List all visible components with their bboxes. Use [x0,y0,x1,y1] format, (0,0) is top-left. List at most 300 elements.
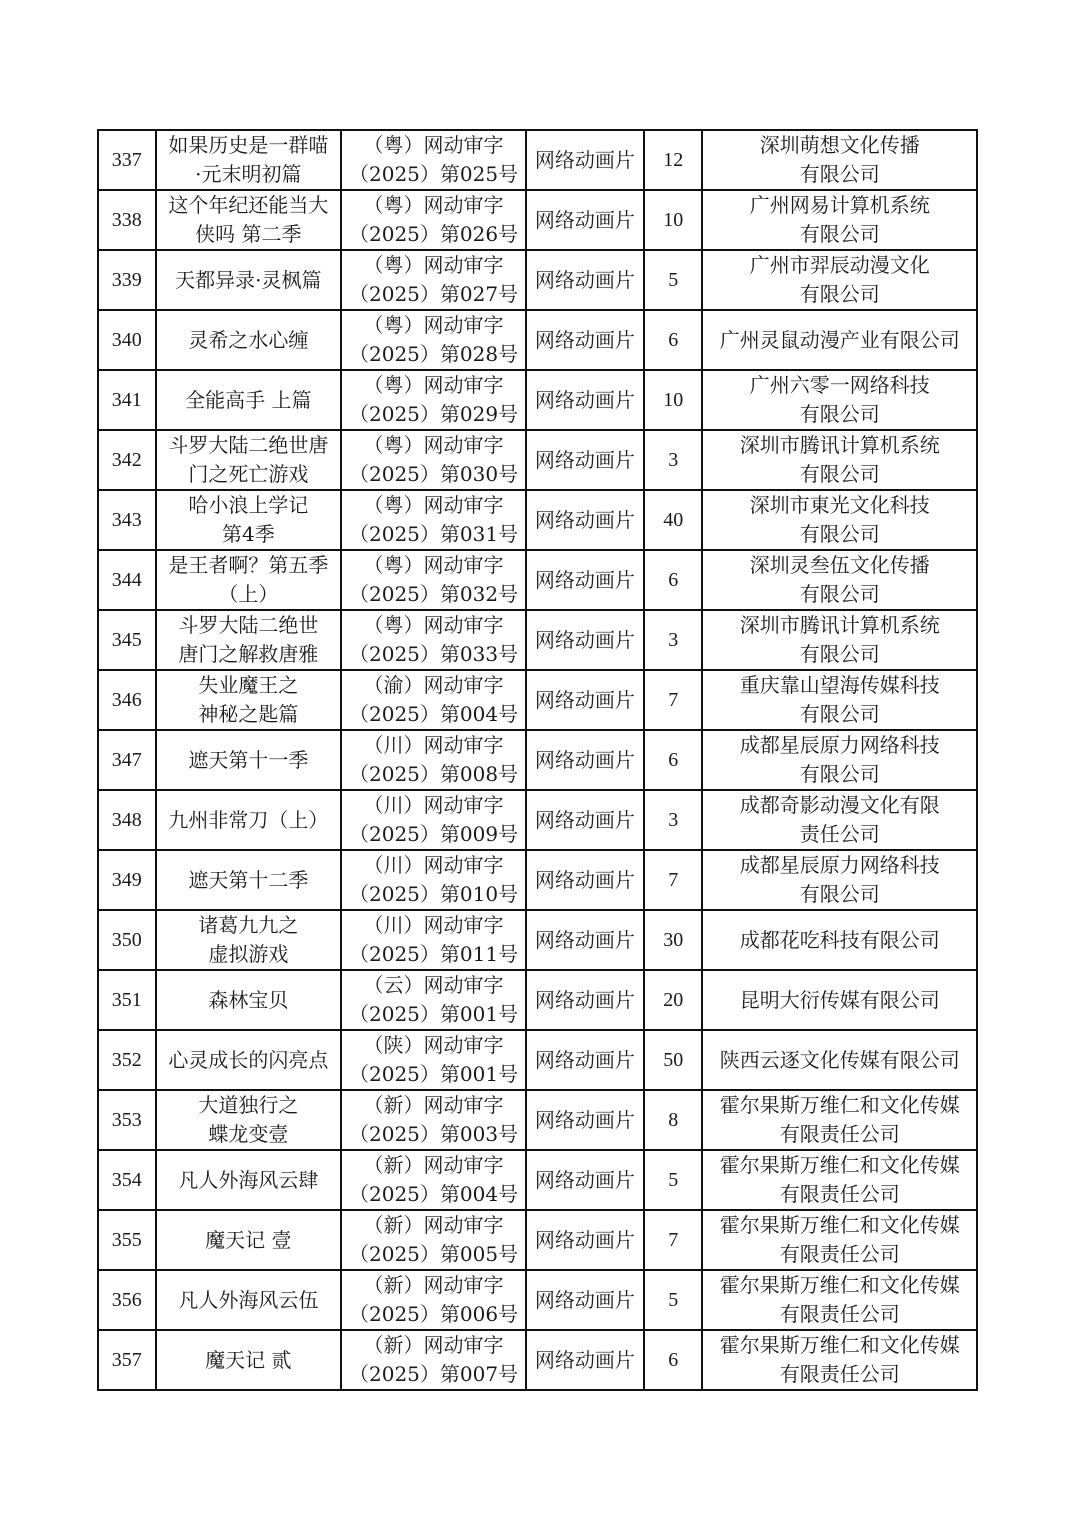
cell-org-line: 有限公司 [799,582,880,606]
cell-org [702,670,977,730]
cell-title [156,1150,342,1210]
cell-title [156,1330,342,1390]
cell-license-line: （川）网动审字 [363,733,504,757]
cell-license-line: （2025）第003号 [349,1122,519,1146]
cell-number [98,1270,156,1330]
cell-episodes [644,550,703,610]
cell-no-text: 351 [111,988,142,1011]
cell-license-line: （陕）网动审字 [363,1033,504,1057]
cell-org [702,1330,977,1390]
table-row [98,610,977,670]
cell-license-line: （2025）第033号 [349,642,519,666]
cell-number [98,190,156,250]
cell-license-line: （2025）第007号 [349,1362,519,1386]
cell-episodes [644,850,703,910]
cell-no-text: 345 [111,628,142,651]
cell-number [98,1210,156,1270]
cell-no-text: 355 [111,1228,142,1251]
cell-type [526,1270,644,1330]
cell-title-line: 哈小浪上学记 [188,493,309,517]
cell-org [702,1030,977,1090]
cell-title [156,550,342,610]
cell-type-text: 网络动画片 [534,807,635,832]
cell-number [98,370,156,430]
cell-type [526,1030,644,1090]
cell-org-line: 昆明大衍传媒有限公司 [739,987,940,1012]
cell-title-line: ·元末明初篇 [195,162,302,186]
cell-license [341,190,526,250]
cell-type-text: 网络动画片 [534,267,635,292]
cell-title [156,850,342,910]
cell-episodes [644,1030,703,1090]
cell-org [702,490,977,550]
cell-episodes [644,610,703,670]
cell-title [156,490,342,550]
cell-type-text: 网络动画片 [534,1347,635,1372]
cell-type [526,1150,644,1210]
cell-license-line: （2025）第004号 [349,1182,519,1206]
cell-org [702,850,977,910]
cell-title-line: 失业魔王之 [198,673,299,697]
cell-type [526,610,644,670]
cell-license-line: （川）网动审字 [363,793,504,817]
cell-license-line: （粤）网动审字 [363,193,504,217]
cell-title [156,250,342,310]
cell-license-line: （新）网动审字 [363,1213,504,1237]
cell-license-line: （2025）第009号 [349,822,519,846]
cell-number [98,790,156,850]
cell-org-line: 霍尔果斯万维仁和文化传媒 [719,1273,960,1297]
cell-no-text: 344 [111,568,142,591]
cell-number [98,910,156,970]
cell-org-line: 有限责任公司 [779,1242,900,1266]
cell-episodes-text: 10 [663,208,684,231]
cell-title-line: 蝶龙变壹 [208,1122,289,1146]
cell-license-line: （粤）网动审字 [363,613,504,637]
cell-org-line: 有限责任公司 [779,1182,900,1206]
table-row [98,430,977,490]
cell-license [341,610,526,670]
cell-org-line: 霍尔果斯万维仁和文化传媒 [719,1153,960,1177]
cell-no-text: 352 [111,1048,142,1071]
cell-episodes-text: 6 [668,568,679,591]
cell-no-text: 349 [111,868,142,891]
cell-title [156,670,342,730]
cell-org-line: 霍尔果斯万维仁和文化传媒 [719,1333,960,1357]
cell-title [156,190,342,250]
cell-type-text: 网络动画片 [534,207,635,232]
cell-number [98,1090,156,1150]
cell-type-text: 网络动画片 [534,1047,635,1072]
cell-type [526,370,644,430]
cell-title-line: 遮天第十二季 [188,867,309,892]
cell-number [98,550,156,610]
cell-org-line: 陕西云逐文化传媒有限公司 [719,1047,960,1072]
cell-episodes-text: 8 [668,1108,679,1131]
cell-no-text: 354 [111,1168,142,1191]
table-row [98,850,977,910]
cell-license-line: （粤）网动审字 [363,433,504,457]
cell-org [702,970,977,1030]
cell-title-line: 灵希之水心缠 [188,327,309,352]
table-row [98,1210,977,1270]
cell-episodes-text: 7 [668,1228,679,1251]
cell-no-text: 341 [111,388,142,411]
cell-type-text: 网络动画片 [534,387,635,412]
cell-license [341,850,526,910]
cell-type [526,550,644,610]
cell-license [341,430,526,490]
cell-org [702,910,977,970]
cell-title [156,1090,342,1150]
cell-license [341,310,526,370]
cell-number [98,130,156,190]
table-body [98,130,977,1390]
cell-license [341,1090,526,1150]
cell-no-text: 357 [111,1348,142,1371]
cell-license-line: （渝）网动审字 [363,673,504,697]
cell-license-line: （粤）网动审字 [363,553,504,577]
table-row [98,1150,977,1210]
cell-episodes [644,310,703,370]
cell-type-text: 网络动画片 [534,747,635,772]
cell-episodes-text: 10 [663,388,684,411]
cell-license-line: （2025）第032号 [349,582,519,606]
cell-license-line: （2025）第028号 [349,342,519,366]
cell-episodes [644,190,703,250]
cell-no-text: 339 [111,268,142,291]
cell-org [702,1150,977,1210]
cell-title-line: 魔天记 壹 [205,1227,292,1252]
cell-episodes-text: 50 [663,1048,684,1071]
cell-org-line: 有限公司 [799,882,880,906]
cell-license-line: （粤）网动审字 [363,493,504,517]
cell-license [341,250,526,310]
cell-org [702,610,977,670]
cell-type [526,490,644,550]
cell-org [702,1210,977,1270]
cell-title [156,1030,342,1090]
cell-org-line: 霍尔果斯万维仁和文化传媒 [719,1093,960,1117]
table-row [98,730,977,790]
table-row [98,190,977,250]
cell-org-line: 有限责任公司 [779,1302,900,1326]
cell-number [98,310,156,370]
cell-license-line: （粤）网动审字 [363,373,504,397]
cell-no-text: 356 [111,1288,142,1311]
cell-title-line: 凡人外海风云伍 [178,1287,319,1312]
cell-episodes-text: 6 [668,328,679,351]
cell-license-line: （粤）网动审字 [363,253,504,277]
cell-org [702,790,977,850]
cell-org [702,250,977,310]
cell-org-line: 有限责任公司 [779,1362,900,1386]
cell-title-line: 是王者啊？第五季 [168,553,329,577]
cell-license-line: （2025）第004号 [349,702,519,726]
cell-license [341,130,526,190]
cell-title [156,910,342,970]
cell-no-text: 338 [111,208,142,231]
cell-title-line: 门之死亡游戏 [188,462,309,486]
cell-type-text: 网络动画片 [534,987,635,1012]
cell-title-line: 斗罗大陆二绝世唐 [168,433,329,457]
cell-license [341,490,526,550]
cell-type-text: 网络动画片 [534,147,635,172]
cell-episodes [644,790,703,850]
table-row [98,1330,977,1390]
cell-type-text: 网络动画片 [534,567,635,592]
cell-type-text: 网络动画片 [534,1227,635,1252]
cell-org-line: 有限公司 [799,282,880,306]
cell-org-line: 成都花吃科技有限公司 [739,927,940,952]
cell-license [341,550,526,610]
cell-no-text: 350 [111,928,142,951]
cell-episodes-text: 5 [668,268,679,291]
cell-type-text: 网络动画片 [534,867,635,892]
cell-license [341,910,526,970]
cell-title [156,730,342,790]
table-row [98,490,977,550]
cell-org-line: 有限公司 [799,162,880,186]
cell-title [156,610,342,670]
cell-org-line: 有限公司 [799,462,880,486]
table-row [98,670,977,730]
cell-org-line: 广州市羿辰动漫文化 [749,253,930,277]
cell-org [702,370,977,430]
cell-number [98,850,156,910]
cell-license [341,1210,526,1270]
cell-license-line: （川）网动审字 [363,913,504,937]
cell-episodes [644,130,703,190]
cell-type [526,670,644,730]
cell-episodes-text: 6 [668,748,679,771]
table-row [98,130,977,190]
cell-type-text: 网络动画片 [534,1167,635,1192]
cell-number [98,490,156,550]
cell-title-line: （上） [218,582,279,606]
cell-org [702,130,977,190]
cell-license-line: （2025）第010号 [349,882,519,906]
cell-episodes [644,1150,703,1210]
cell-org-line: 责任公司 [799,822,880,846]
cell-license [341,790,526,850]
cell-episodes-text: 7 [668,688,679,711]
cell-license [341,1330,526,1390]
cell-org-line: 有限公司 [799,522,880,546]
cell-license-line: （2025）第029号 [349,402,519,426]
cell-no-text: 346 [111,688,142,711]
cell-title-line: 如果历史是一群喵 [168,133,329,157]
cell-episodes [644,1270,703,1330]
cell-license-line: （新）网动审字 [363,1153,504,1177]
cell-number [98,430,156,490]
cell-title [156,310,342,370]
cell-episodes-text: 7 [668,868,679,891]
cell-title-line: 全能高手 上篇 [185,387,312,412]
cell-title-line: 斗罗大陆二绝世 [178,613,319,637]
cell-title-line: 心灵成长的闪亮点 [168,1047,329,1072]
cell-license-line: （2025）第006号 [349,1302,519,1326]
cell-no-text: 353 [111,1108,142,1131]
cell-org-line: 深圳灵叁伍文化传播 [749,553,930,577]
cell-org-line: 霍尔果斯万维仁和文化传媒 [719,1213,960,1237]
table-row [98,370,977,430]
cell-type-text: 网络动画片 [534,687,635,712]
cell-no-text: 337 [111,148,142,171]
cell-type [526,790,644,850]
cell-episodes-text: 5 [668,1288,679,1311]
cell-no-text: 343 [111,508,142,531]
cell-episodes [644,910,703,970]
cell-license-line: （川）网动审字 [363,853,504,877]
cell-episodes [644,670,703,730]
cell-org-line: 有限公司 [799,402,880,426]
cell-type [526,430,644,490]
cell-license [341,1150,526,1210]
cell-title-line: 魔天记 贰 [205,1347,292,1372]
cell-title-line: 诸葛九九之 [198,913,299,937]
cell-org [702,1090,977,1150]
cell-org-line: 成都星辰原力网络科技 [739,733,940,757]
table-row [98,1090,977,1150]
cell-org-line: 广州灵鼠动漫产业有限公司 [719,327,960,352]
cell-episodes-text: 3 [668,628,679,651]
cell-org [702,430,977,490]
cell-type [526,730,644,790]
cell-title-line: 天都异录·灵枫篇 [175,267,322,292]
cell-title-line: 九州非常刀（上） [168,807,329,832]
table-row [98,970,977,1030]
cell-license-line: （云）网动审字 [363,973,504,997]
cell-title-line: 遮天第十一季 [188,747,309,772]
cell-episodes [644,370,703,430]
cell-org-line: 广州网易计算机系统 [749,193,930,217]
cell-type [526,250,644,310]
cell-number [98,610,156,670]
cell-no-text: 342 [111,448,142,471]
cell-license-line: （2025）第027号 [349,282,519,306]
cell-number [98,1030,156,1090]
cell-no-text: 348 [111,808,142,831]
cell-org-line: 成都星辰原力网络科技 [739,853,940,877]
cell-number [98,970,156,1030]
cell-org-line: 深圳市腾讯计算机系统 [739,433,940,457]
cell-title [156,370,342,430]
cell-number [98,1150,156,1210]
cell-license [341,970,526,1030]
cell-org-line: 有限公司 [799,702,880,726]
cell-license-line: （2025）第001号 [349,1062,519,1086]
cell-license [341,370,526,430]
cell-license-line: （2025）第005号 [349,1242,519,1266]
cell-title [156,130,342,190]
cell-type [526,1210,644,1270]
cell-license [341,670,526,730]
cell-number [98,1330,156,1390]
cell-title-line: 森林宝贝 [208,987,289,1012]
cell-title-line: 第4季 [221,522,275,546]
cell-type [526,310,644,370]
cell-license-line: （新）网动审字 [363,1093,504,1117]
cell-license [341,730,526,790]
cell-org-line: 有限责任公司 [779,1122,900,1146]
cell-number [98,670,156,730]
cell-episodes-text: 5 [668,1168,679,1191]
cell-org [702,310,977,370]
cell-episodes-text: 12 [663,148,684,171]
cell-type [526,190,644,250]
table-row [98,790,977,850]
cell-org [702,1270,977,1330]
cell-license [341,1030,526,1090]
cell-title [156,430,342,490]
cell-license-line: （2025）第011号 [349,942,519,966]
table-row [98,550,977,610]
cell-episodes-text: 20 [663,988,684,1011]
cell-type-text: 网络动画片 [534,627,635,652]
cell-title-line: 侠吗 第二季 [195,222,302,246]
cell-episodes-text: 30 [663,928,684,951]
cell-episodes-text: 40 [663,508,684,531]
cell-episodes [644,1090,703,1150]
cell-license-line: （2025）第025号 [349,162,519,186]
cell-title-line: 大道独行之 [198,1093,299,1117]
cell-title [156,1210,342,1270]
cell-type-text: 网络动画片 [534,507,635,532]
cell-episodes [644,490,703,550]
cell-type [526,1090,644,1150]
cell-title-line: 神秘之匙篇 [198,702,299,726]
cell-episodes [644,250,703,310]
table-row [98,1030,977,1090]
cell-license-line: （粤）网动审字 [363,133,504,157]
cell-license-line: （2025）第030号 [349,462,519,486]
table-row [98,1270,977,1330]
cell-episodes [644,430,703,490]
cell-title-line: 唐门之解救唐雅 [178,642,319,666]
cell-license-line: （新）网动审字 [363,1333,504,1357]
cell-license-line: （新）网动审字 [363,1273,504,1297]
cell-title [156,970,342,1030]
cell-org-line: 广州六零一网络科技 [749,373,930,397]
cell-org-line: 深圳市腾讯计算机系统 [739,613,940,637]
cell-episodes [644,970,703,1030]
cell-type-text: 网络动画片 [534,927,635,952]
cell-number [98,250,156,310]
table-row [98,250,977,310]
cell-episodes-text: 3 [668,808,679,831]
cell-title [156,790,342,850]
cell-type-text: 网络动画片 [534,447,635,472]
cell-title-line: 这个年纪还能当大 [168,193,329,217]
cell-org [702,190,977,250]
cell-episodes [644,1210,703,1270]
cell-no-text: 340 [111,328,142,351]
cell-type [526,850,644,910]
cell-org [702,550,977,610]
cell-type-text: 网络动画片 [534,1287,635,1312]
cell-title-line: 虚拟游戏 [208,942,289,966]
cell-number [98,730,156,790]
cell-license-line: （2025）第001号 [349,1002,519,1026]
cell-license-line: （2025）第031号 [349,522,519,546]
cell-license-line: （2025）第008号 [349,762,519,786]
cell-episodes [644,730,703,790]
cell-license [341,1270,526,1330]
cell-org-line: 重庆靠山望海传媒科技 [739,673,940,697]
cell-type-text: 网络动画片 [534,1107,635,1132]
cell-org-line: 有限公司 [799,642,880,666]
